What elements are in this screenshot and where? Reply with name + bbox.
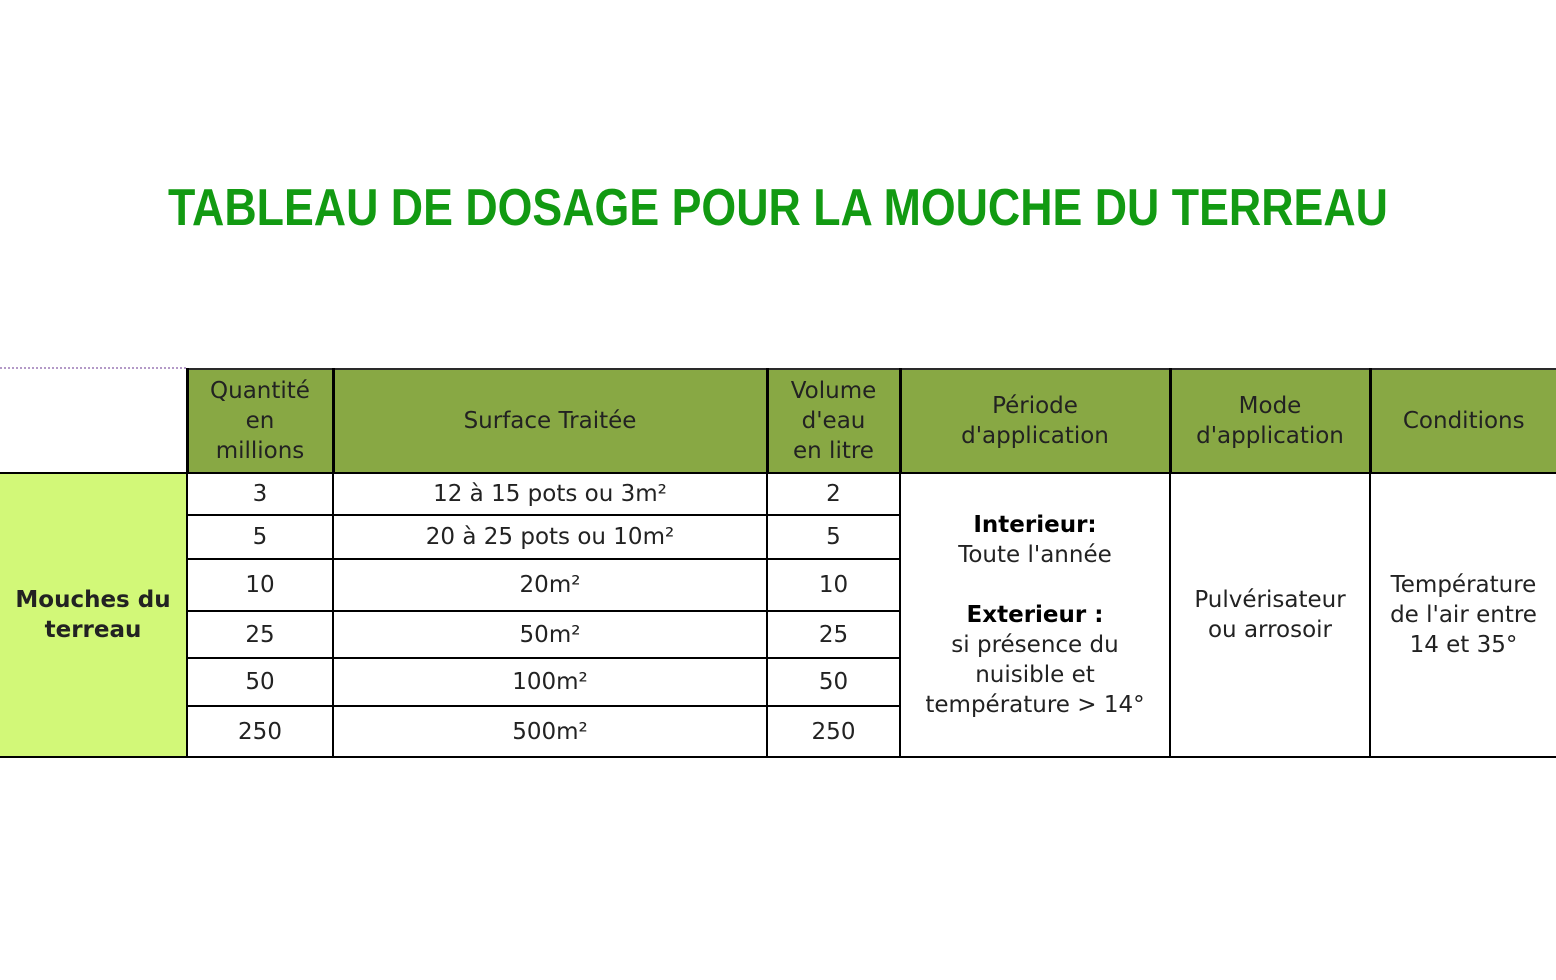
quantity-cell: 10 bbox=[187, 559, 333, 611]
pest-label-line: terreau bbox=[44, 617, 142, 643]
header-row bbox=[0, 369, 1556, 473]
surface-cell: 50m² bbox=[333, 611, 767, 658]
header-conditions: Conditions bbox=[1370, 369, 1556, 473]
pest-label-line: Mouches du bbox=[15, 587, 171, 613]
conditions-line: 14 et 35° bbox=[1409, 632, 1518, 658]
volume-cell: 2 bbox=[767, 473, 900, 515]
exterior-text-line: nuisible et bbox=[975, 662, 1095, 688]
quantity-cell: 250 bbox=[187, 706, 333, 757]
mode-line: Pulvérisateur bbox=[1194, 587, 1346, 613]
header-period-line: d'application bbox=[961, 423, 1109, 449]
surface-cell: 20m² bbox=[333, 559, 767, 611]
quantity-cell: 5 bbox=[187, 515, 333, 559]
quantity-cell: 50 bbox=[187, 658, 333, 706]
interior-label: Interieur: bbox=[973, 512, 1097, 538]
table-row bbox=[0, 473, 1556, 515]
surface-cell: 12 à 15 pots ou 3m² bbox=[333, 473, 767, 515]
header-period-line: Période bbox=[992, 393, 1078, 419]
header-corner bbox=[0, 369, 187, 473]
volume-cell: 50 bbox=[767, 658, 900, 706]
volume-cell: 25 bbox=[767, 611, 900, 658]
interior-text: Toute l'année bbox=[958, 542, 1112, 568]
dosage-table bbox=[0, 368, 1556, 758]
header-quantity-line: millions bbox=[215, 438, 305, 464]
header-mode bbox=[1170, 369, 1370, 473]
volume-cell: 10 bbox=[767, 559, 900, 611]
exterior-label: Exterieur : bbox=[966, 602, 1104, 628]
header-volume-line: Volume bbox=[790, 378, 877, 404]
header-volume bbox=[767, 369, 900, 473]
mode-line: ou arrosoir bbox=[1207, 617, 1333, 643]
surface-cell: 20 à 25 pots ou 10m² bbox=[333, 515, 767, 559]
surface-cell: 100m² bbox=[333, 658, 767, 706]
surface-cell: 500m² bbox=[333, 706, 767, 757]
quantity-cell: 25 bbox=[187, 611, 333, 658]
volume-cell: 5 bbox=[767, 515, 900, 559]
mode-cell bbox=[1170, 473, 1370, 757]
period-spacer bbox=[901, 570, 1169, 600]
exterior-text-line: si présence du bbox=[951, 632, 1119, 658]
header-volume-line: d'eau bbox=[801, 408, 866, 434]
exterior-text-line: température > 14° bbox=[925, 692, 1145, 718]
header-quantity-line: Quantité bbox=[210, 378, 310, 404]
conditions-cell bbox=[1370, 473, 1556, 757]
header-period bbox=[900, 369, 1170, 473]
conditions-line: Température bbox=[1390, 572, 1537, 598]
header-quantity bbox=[187, 369, 333, 473]
header-surface: Surface Traitée bbox=[333, 369, 767, 473]
pest-label bbox=[0, 473, 187, 757]
header-mode-line: Mode bbox=[1238, 393, 1302, 419]
quantity-cell: 3 bbox=[187, 473, 333, 515]
header-quantity-line: en bbox=[245, 408, 275, 434]
period-cell bbox=[900, 473, 1170, 757]
header-mode-line: d'application bbox=[1196, 423, 1344, 449]
header-volume-line: en litre bbox=[793, 438, 874, 464]
conditions-line: de l'air entre bbox=[1390, 602, 1537, 628]
page-title: TABLEAU DE DOSAGE POUR LA MOUCHE DU TERREAU bbox=[168, 179, 1388, 237]
volume-cell: 250 bbox=[767, 706, 900, 757]
